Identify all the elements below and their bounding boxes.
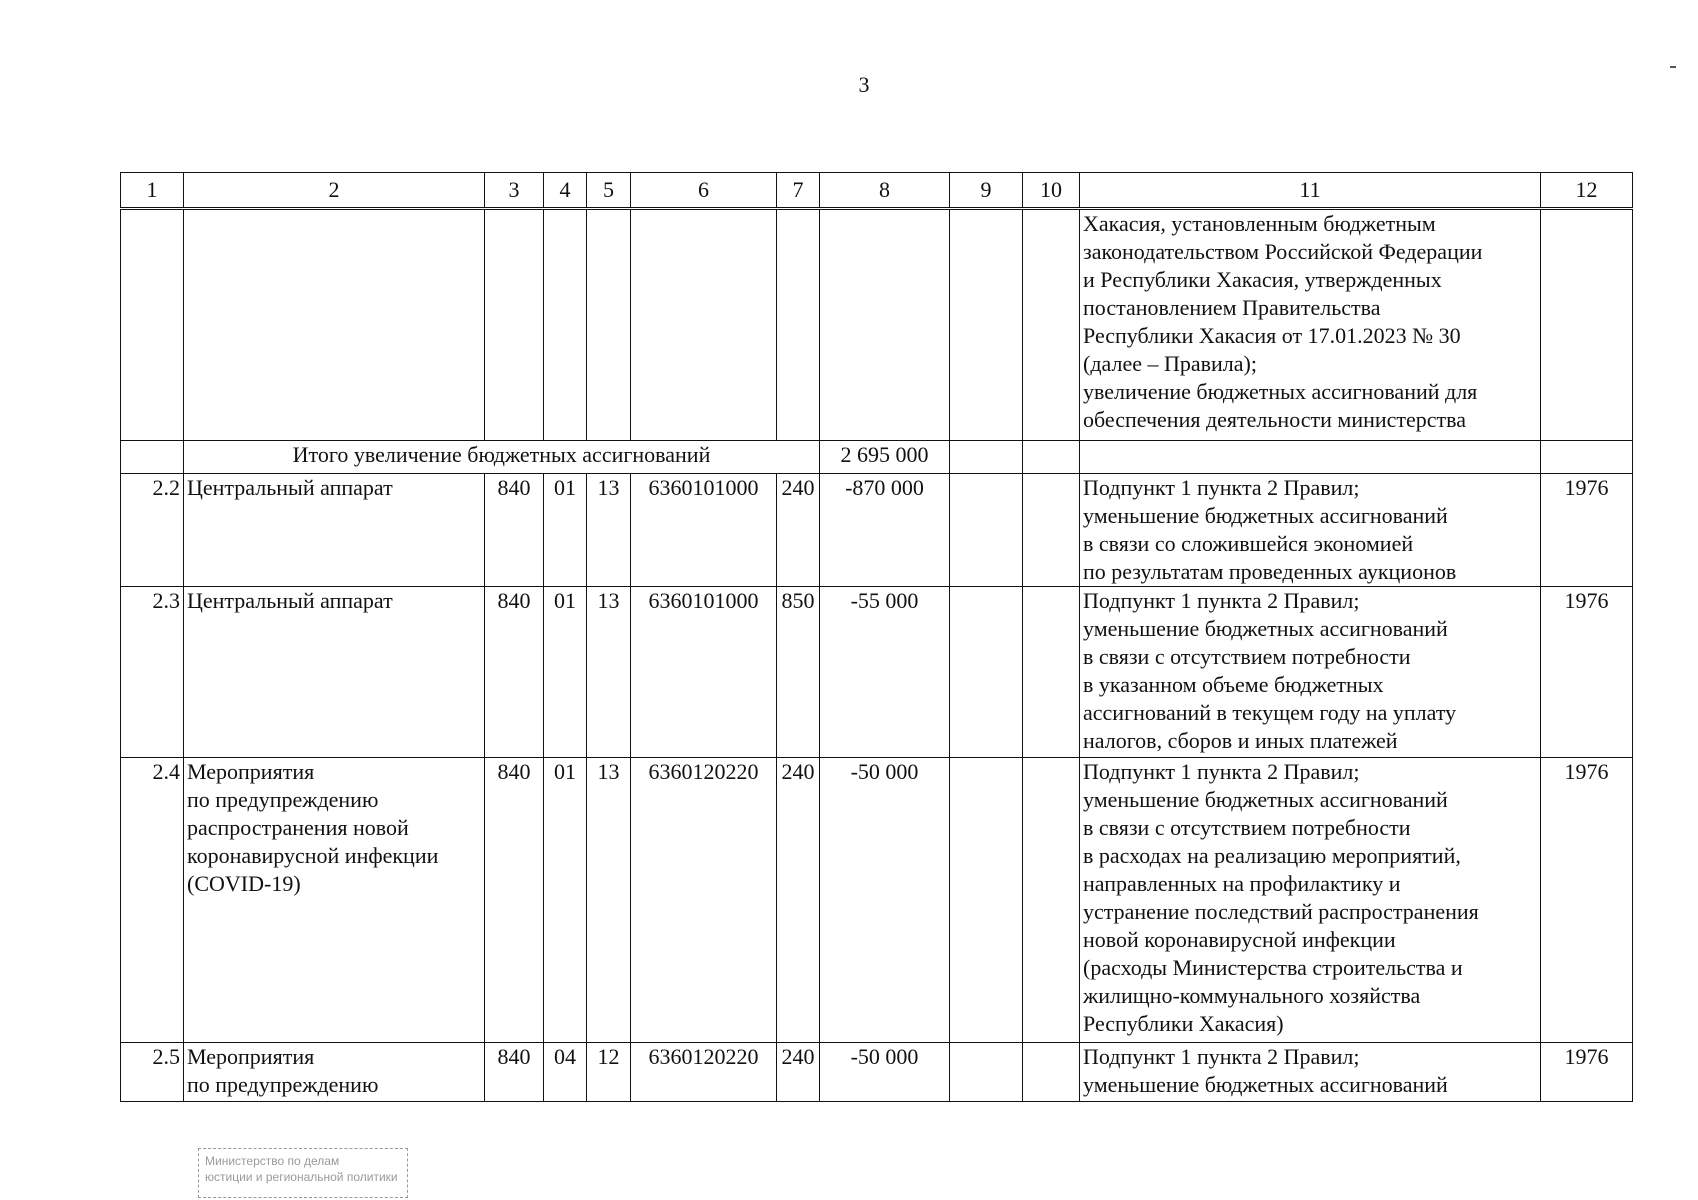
column-header: 11 bbox=[1080, 173, 1541, 209]
code-cell: 01 bbox=[544, 474, 587, 587]
column-header: 12 bbox=[1541, 173, 1633, 209]
code-cell: 01 bbox=[544, 758, 587, 1043]
row-name bbox=[184, 587, 485, 758]
table-header bbox=[121, 173, 1633, 209]
code-cell: 1976 bbox=[1541, 587, 1633, 758]
name-line: Центральный аппарат bbox=[187, 475, 393, 500]
registration-stamp bbox=[198, 1148, 408, 1198]
amount-cell: -870 000 bbox=[820, 474, 950, 587]
code-cell: 840 bbox=[485, 587, 544, 758]
amount-cell: -50 000 bbox=[820, 1043, 950, 1102]
code-cell: 13 bbox=[587, 758, 631, 1043]
code-cell: 240 bbox=[777, 758, 820, 1043]
table-row bbox=[121, 587, 1633, 758]
note-line: уменьшение бюджетных ассигнований bbox=[1083, 616, 1448, 641]
name-line: Центральный аппарат bbox=[187, 588, 393, 613]
row-note bbox=[1080, 1043, 1541, 1102]
note-line: по результатам проведенных аукционов bbox=[1083, 559, 1457, 584]
continuation-row bbox=[121, 209, 1633, 441]
note-line: Республики Хакасия от 17.01.2023 № 30 bbox=[1083, 323, 1461, 348]
column-header: 9 bbox=[950, 173, 1023, 209]
name-line: Мероприятия bbox=[187, 759, 315, 784]
note-line: уменьшение бюджетных ассигнований bbox=[1083, 503, 1448, 528]
note-line: налогов, сборов и иных платежей bbox=[1083, 728, 1398, 753]
note-line: уменьшение бюджетных ассигнований bbox=[1083, 1072, 1448, 1097]
note-line: в связи со сложившейся экономией bbox=[1083, 531, 1414, 556]
table-row bbox=[121, 758, 1633, 1043]
column-header: 3 bbox=[485, 173, 544, 209]
row-note bbox=[1080, 587, 1541, 758]
row-number: 2.4 bbox=[121, 758, 184, 1043]
code-cell: 840 bbox=[485, 474, 544, 587]
column-header: 6 bbox=[631, 173, 777, 209]
note-line: новой коронавирусной инфекции bbox=[1083, 927, 1396, 952]
code-cell: 13 bbox=[587, 474, 631, 587]
note-line: (расходы Министерства строительства и bbox=[1083, 955, 1463, 980]
row-note bbox=[1080, 758, 1541, 1043]
stamp-line: юстиции и региональной политики bbox=[205, 1170, 398, 1184]
column-header: 10 bbox=[1023, 173, 1080, 209]
row-number: 2.5 bbox=[121, 1043, 184, 1102]
code-cell: 6360101000 bbox=[631, 587, 777, 758]
row-number: 2.2 bbox=[121, 474, 184, 587]
note-line: Республики Хакасия) bbox=[1083, 1011, 1284, 1036]
row-name bbox=[184, 1043, 485, 1102]
code-cell: 6360120220 bbox=[631, 1043, 777, 1102]
note-line: ассигнований в текущем году на уплату bbox=[1083, 700, 1457, 725]
scan-edge-mark bbox=[1670, 66, 1676, 68]
page-number: 3 bbox=[858, 72, 870, 97]
name-line: по предупреждению bbox=[187, 787, 379, 812]
row-number: 2.3 bbox=[121, 587, 184, 758]
note-line: увеличение бюджетных ассигнований для bbox=[1083, 379, 1478, 404]
column-header: 5 bbox=[587, 173, 631, 209]
code-cell: 6360120220 bbox=[631, 758, 777, 1043]
name-line: по предупреждению bbox=[187, 1072, 379, 1097]
note-line: направленных на профилактику и bbox=[1083, 871, 1401, 896]
note-line: Хакасия, установленным бюджетным bbox=[1083, 211, 1436, 236]
note-line: в расходах на реализацию мероприятий, bbox=[1083, 843, 1461, 868]
code-cell: 240 bbox=[777, 474, 820, 587]
note-line: жилищно-коммунального хозяйства bbox=[1083, 983, 1421, 1008]
amount-cell: -50 000 bbox=[820, 758, 950, 1043]
code-cell: 12 bbox=[587, 1043, 631, 1102]
stamp-line: Министерство по делам bbox=[205, 1154, 340, 1168]
note-line: в связи с отсутствием потребности bbox=[1083, 644, 1411, 669]
table-row bbox=[121, 474, 1633, 587]
column-header: 1 bbox=[121, 173, 184, 209]
code-cell: 1976 bbox=[1541, 758, 1633, 1043]
note-line: и Республики Хакасия, утвержденных bbox=[1083, 267, 1442, 292]
note-line: уменьшение бюджетных ассигнований bbox=[1083, 787, 1448, 812]
row-name bbox=[184, 758, 485, 1043]
code-cell: 840 bbox=[485, 758, 544, 1043]
name-line: распространения новой bbox=[187, 815, 409, 840]
code-cell: 1976 bbox=[1541, 1043, 1633, 1102]
table-row bbox=[121, 1043, 1633, 1102]
column-header: 8 bbox=[820, 173, 950, 209]
note-line: Подпункт 1 пункта 2 Правил; bbox=[1083, 475, 1360, 500]
note-line: устранение последствий распространения bbox=[1083, 899, 1479, 924]
note-line: постановлением Правительства bbox=[1083, 295, 1381, 320]
note-line: Подпункт 1 пункта 2 Правил; bbox=[1083, 588, 1360, 613]
code-cell: 850 bbox=[777, 587, 820, 758]
total-label: Итого увеличение бюджетных ассигнований bbox=[184, 441, 820, 474]
note-line: (далее – Правила); bbox=[1083, 351, 1257, 376]
continuation-note bbox=[1080, 209, 1541, 441]
note-line: в указанном объеме бюджетных bbox=[1083, 672, 1384, 697]
budget-changes-table bbox=[120, 172, 1633, 1102]
code-cell: 240 bbox=[777, 1043, 820, 1102]
total-row bbox=[121, 441, 1633, 474]
note-line: Подпункт 1 пункта 2 Правил; bbox=[1083, 1044, 1360, 1069]
name-line: коронавирусной инфекции bbox=[187, 843, 439, 868]
column-header: 4 bbox=[544, 173, 587, 209]
code-cell: 04 bbox=[544, 1043, 587, 1102]
code-cell: 01 bbox=[544, 587, 587, 758]
row-note bbox=[1080, 474, 1541, 587]
name-line: (COVID-19) bbox=[187, 871, 301, 896]
row-name bbox=[184, 474, 485, 587]
column-header: 7 bbox=[777, 173, 820, 209]
amount-cell: -55 000 bbox=[820, 587, 950, 758]
code-cell: 1976 bbox=[1541, 474, 1633, 587]
note-line: в связи с отсутствием потребности bbox=[1083, 815, 1411, 840]
column-header: 2 bbox=[184, 173, 485, 209]
note-line: Подпункт 1 пункта 2 Правил; bbox=[1083, 759, 1360, 784]
code-cell: 840 bbox=[485, 1043, 544, 1102]
name-line: Мероприятия bbox=[187, 1044, 315, 1069]
note-line: обеспечения деятельности министерства bbox=[1083, 407, 1467, 432]
code-cell: 13 bbox=[587, 587, 631, 758]
note-line: законодательством Российской Федерации bbox=[1083, 239, 1483, 264]
code-cell: 6360101000 bbox=[631, 474, 777, 587]
total-amount: 2 695 000 bbox=[820, 441, 950, 474]
